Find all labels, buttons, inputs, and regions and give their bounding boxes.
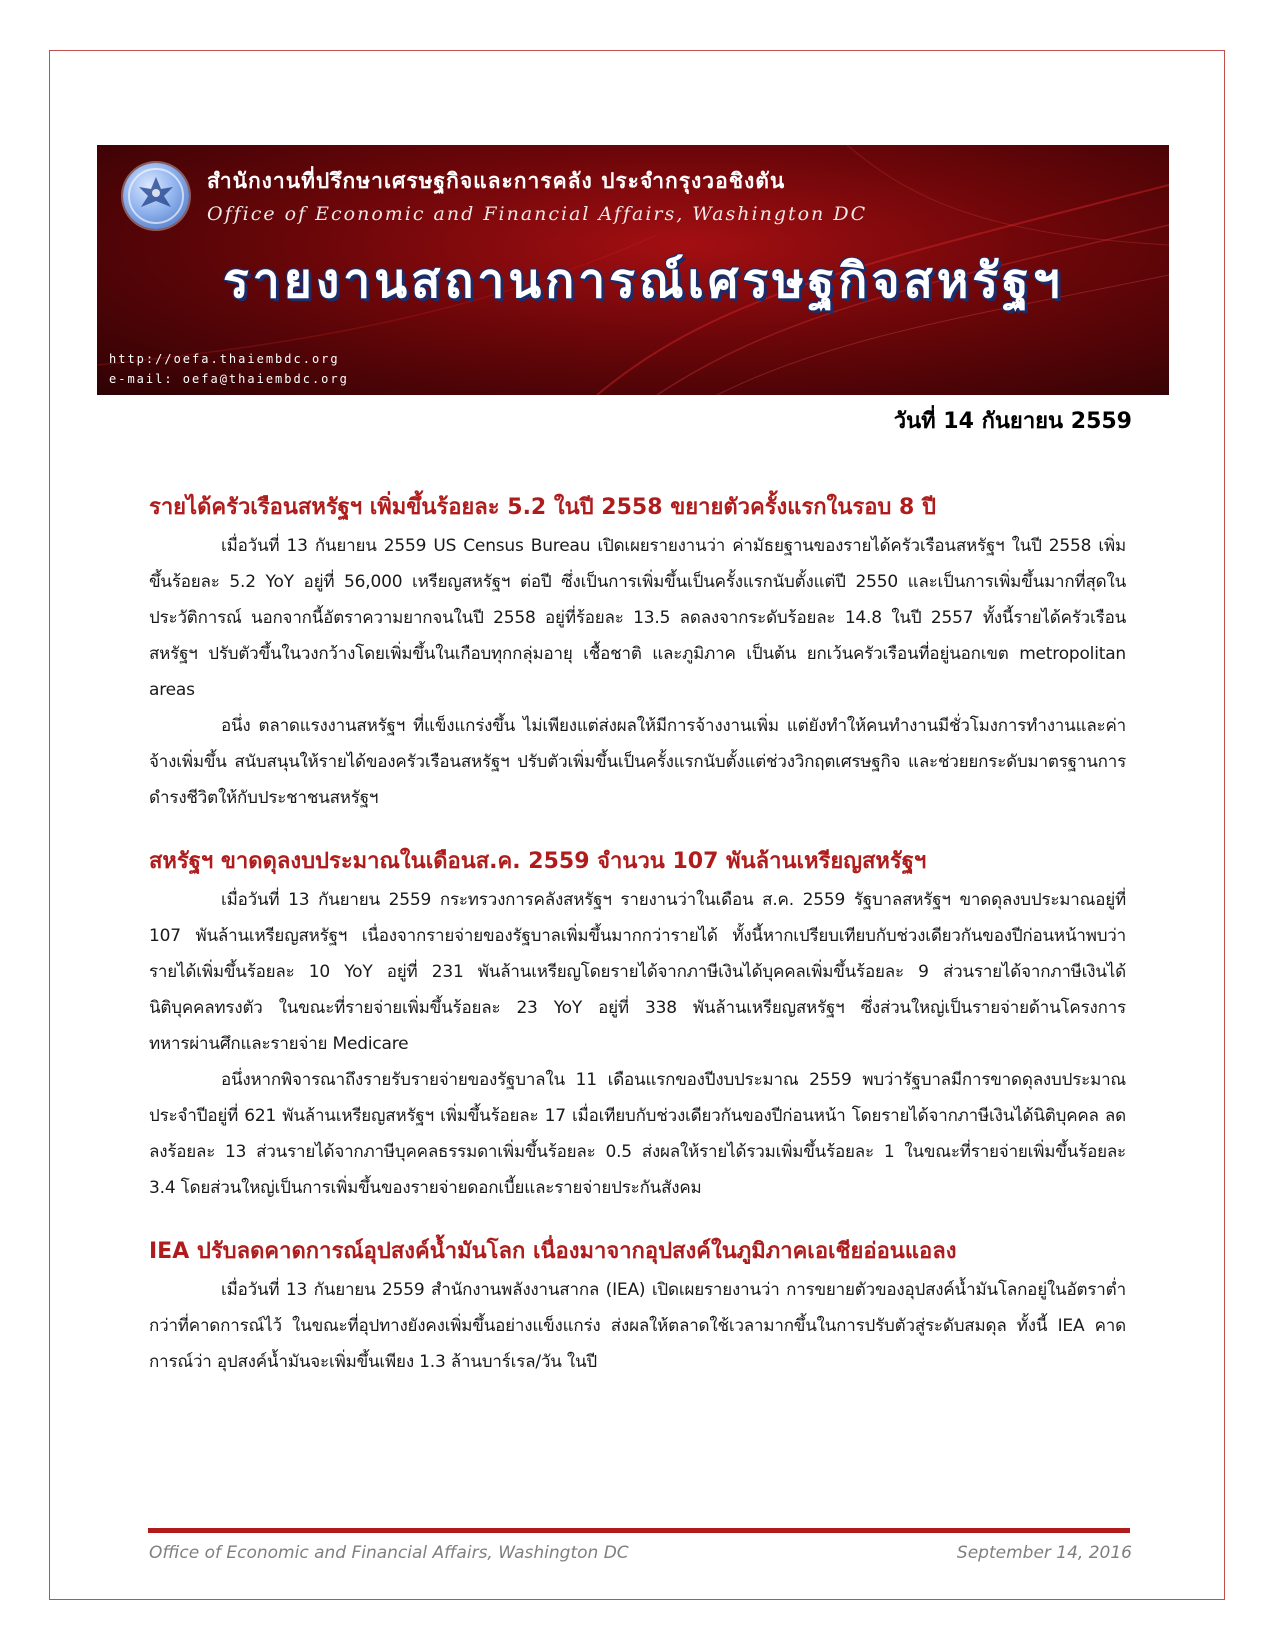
section-household-income [149, 488, 1126, 816]
garuda-emblem-icon [123, 163, 189, 229]
paragraph: เมื่อวันที่ 13 กันยายน 2559 กระทรวงการคลังสหรัฐฯ รายงานว่าในเดือน ส.ค. 2559 รัฐบาลสหรัฐฯ ขาดดุลงบประมาณอยู่ที่ 107 พันล้านเหรียญสหรัฐฯ เนื่องจากรายจ่ายของรัฐบาลเพิ่มขึ้นมากกว่ารายได้ ทั้งนี้หากเปรียบเทียบกับช่วงเดียวกันของปีก่อนหน้าพบว่า รายได้เพิ่มขึ้นร้อยละ 10 YoY อยู่ที่ 231 พันล้านเหรียญโดยรายได้จากภาษีเงินได้บุคคลเพิ่มขึ้นร้อยละ 9 ส่วนรายได้จากภาษีเงินได้นิติบุคคลทรงตัว ในขณะที่รายจ่ายเพิ่มขึ้นร้อยละ 23 YoY อยู่ที่ 338 พันล้านเหรียญสหรัฐฯ ซึ่งส่วนใหญ่เป็นรายจ่ายด้านโครงการทหารผ่านศึกและรายจ่าย Medicare [149, 890, 1126, 1054]
paragraph: อนึ่ง ตลาดแรงงานสหรัฐฯ ที่แข็งแกร่งขึ้น ไม่เพียงแต่ส่งผลให้มีการจ้างงานเพิ่ม แต่ยังทำให้คนทำงานมีชั่วโมงการทำงานและค่าจ้างเพิ่มขึ้น สนับสนุนให้รายได้ของครัวเรือนสหรัฐฯ ปรับตัวเพิ่มขึ้นเป็นครั้งแรกนับตั้งแต่ช่วงวิกฤตเศรษฐกิจ และช่วยยกระดับมาตรฐานการดำรงชีวิตให้กับประชาชนสหรัฐฯ [149, 716, 1126, 808]
report-date: วันที่ 14 กันยายน 2559 [893, 409, 1132, 434]
footer-divider [148, 1528, 1130, 1533]
org-thai-name: สำนักงานที่ปรึกษาเศรษฐกิจและการคลัง ประจำกรุงวอชิงตัน [207, 168, 786, 193]
section-iea-oil-demand [149, 1232, 1126, 1380]
footer-organization: Office of Economic and Financial Affairs, Washington DC [149, 1543, 629, 1563]
article-content [149, 488, 1126, 1406]
org-english-name: Office of Economic and Financial Affairs, Washington DC [207, 203, 868, 225]
website-link[interactable]: http://oefa.thaiembdc.org [109, 352, 340, 366]
section-title: รายได้ครัวเรือนสหรัฐฯ เพิ่มขึ้นร้อยละ 5.2 ในปี 2558 ขยายตัวครั้งแรกในรอบ 8 ปี [149, 495, 936, 520]
section-title: IEA ปรับลดคาดการณ์อุปสงค์น้ำมันโลก เนื่องมาจากอุปสงค์ในภูมิภาคเอเชียอ่อนแอลง [149, 1239, 957, 1264]
paragraph: เมื่อวันที่ 13 กันยายน 2559 สำนักงานพลังงานสากล (IEA) เปิดเผยรายงานว่า การขยายตัวของอุปสงค์น้ำมันโลกอยู่ในอัตราต่ำกว่าที่คาดการณ์ไว้ ในขณะที่อุปทางยังคงเพิ่มขึ้นอย่างแข็งแกร่ง ส่งผลให้ตลาดใช้เวลามากขึ้นในการปรับตัวสู่ระดับสมดุล ทั้งนี้ IEA คาดการณ์ว่า อุปสงค์น้ำมันจะเพิ่มขึ้นเพียง 1.3 ล้านบาร์เรล/วัน ในปี [149, 1280, 1126, 1372]
header-banner [97, 145, 1169, 395]
footer-date: September 14, 2016 [956, 1543, 1132, 1563]
report-title: รายงานสถานการณ์เศรษฐกิจสหรัฐฯ [223, 253, 1064, 309]
email-link[interactable]: e-mail: oefa@thaiembdc.org [109, 372, 349, 386]
paragraph: เมื่อวันที่ 13 กันยายน 2559 US Census Bureau เปิดเผยรายงานว่า ค่ามัธยฐานของรายได้ครัวเรือนสหรัฐฯ ในปี 2558 เพิ่มขึ้นร้อยละ 5.2 YoY อยู่ที่ 56,000 เหรียญสหรัฐฯ ต่อปี ซึ่งเป็นการเพิ่มขึ้นเป็นครั้งแรกนับตั้งแต่ปี 2550 และเป็นการเพิ่มขึ้นมากที่สุดในประวัติการณ์ นอกจากนี้อัตราความยากจนในปี 2558 อยู่ที่ร้อยละ 13.5 ลดลงจากระดับร้อยละ 14.8 ในปี 2557 ทั้งนี้รายได้ครัวเรือนสหรัฐฯ ปรับตัวขึ้นในวงกว้างโดยเพิ่มขึ้นในเกือบทุกกลุ่มอายุ เชื้อชาติ และภูมิภาค เป็นต้น ยกเว้นครัวเรือนที่อยู่นอกเขต metropolitan areas [149, 536, 1126, 700]
section-budget-deficit [149, 842, 1126, 1206]
paragraph: อนึ่งหากพิจารณาถึงรายรับรายจ่ายของรัฐบาลใน 11 เดือนแรกของปีงบประมาณ 2559 พบว่ารัฐบาลมีการขาดดุลงบประมาณประจำปีอยู่ที่ 621 พันล้านเหรียญสหรัฐฯ เพิ่มขึ้นร้อยละ 17 เมื่อเทียบกับช่วงเดียวกันของปีก่อนหน้า โดยรายได้จากภาษีเงินได้นิติบุคคล ลดลงร้อยละ 13 ส่วนรายได้จากภาษีบุคคลธรรมดาเพิ่มขึ้นร้อยละ 0.5 ส่งผลให้รายได้รวมเพิ่มขึ้นร้อยละ 1 ในขณะที่รายจ่ายเพิ่มขึ้นร้อยละ 3.4 โดยส่วนใหญ่เป็นการเพิ่มขึ้นของรายจ่ายดอกเบี้ยและรายจ่ายประกันสังคม [149, 1070, 1126, 1198]
section-title: สหรัฐฯ ขาดดุลงบประมาณในเดือนส.ค. 2559 จำนวน 107 พันล้านเหรียญสหรัฐฯ [149, 849, 927, 874]
